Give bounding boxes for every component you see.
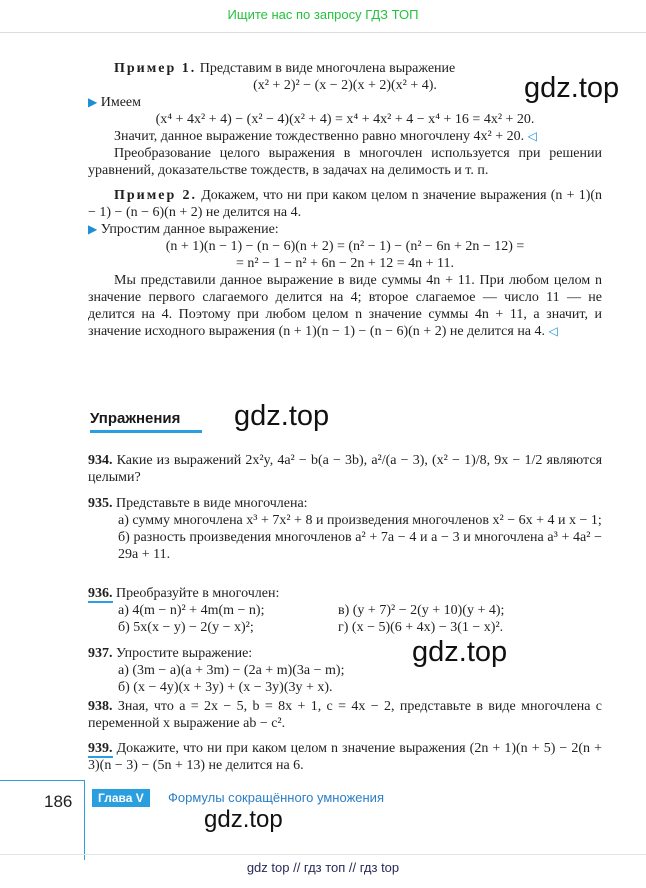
- exercise-936-c: в) (y + 7)² − 2(y + 10)(y + 4);: [338, 603, 505, 618]
- exercise-937-a: а) (3m − a)(a + 3m) − (2a + m)(3a − m);: [118, 663, 345, 678]
- page-number: 186: [44, 792, 73, 811]
- top-banner[interactable]: Ищите нас по запросу ГДЗ ТОП: [227, 7, 419, 22]
- example-2-line-2: = n² − 1 − n² + 6n − 2n + 12 = 4n + 11.: [235, 256, 455, 271]
- footer-rule: [84, 780, 85, 860]
- example-1-lead: ▶ Имеем: [88, 95, 141, 110]
- chapter-label: Глава V: [92, 789, 150, 807]
- exercise-939: 939. Докажите, что ни при каком целом n значение выражения (2n + 1)(n + 5) − 2(n + 3)(n − 3) − (5n + 13) не делится на 6.: [88, 741, 602, 773]
- watermark: gdz.top: [234, 400, 330, 432]
- section-underline: [90, 430, 202, 433]
- watermark: gdz.top: [412, 636, 508, 668]
- exercise-935-b: б) разность произведения многочленов a² + 7a − 4 и a − 3 и многочлена a³ + 4a² − 29a + 11.: [118, 530, 602, 562]
- paragraph-transform: Преобразование целого выражения в многочлен используется при решении уравнений, доказательстве тождеств, в задачах на делимость и т. п.: [88, 146, 602, 178]
- example-1-intro: Пример 1. Представим в виде многочлена выражение: [114, 61, 456, 76]
- footer-links[interactable]: gdz top // гдз топ // гдз top: [246, 860, 400, 875]
- exercise-935: 935. Представьте в виде многочлена: а) сумму многочлена x³ + 7x² + 8 и произведения многочленов x² − 6x + 4 и x − 1; б) разность произведения многочленов a² + 7a − 4 и a − 3 и многочлена a³ + 4a² − 29a + 11.: [88, 496, 602, 562]
- exercise-936-b: б) 5x(x − y) − 2(y − x)²;: [118, 620, 254, 635]
- example-2-line-1: (n + 1)(n − 1) − (n − 6)(n + 2) = (n² − 1) − (n² − 6n + 2n − 12) =: [165, 239, 525, 254]
- example-1-calculation: (x⁴ + 4x² + 4) − (x² − 4)(x² + 4) = x⁴ + 4x² + 4 − x⁴ + 16 = 4x² + 20.: [155, 112, 535, 127]
- example-2-lead: ▶ Упростим данное выражение:: [88, 222, 279, 237]
- example-2-conclusion: Мы представили данное выражение в виде суммы 4n + 11. При любом целом n значение первого слагаемого делится на 4; второе слагаемое — число 11 — не делится на 4. Поэтому при любом целом n значение суммы 4n + 11, а значит, и значение исходного выражения (n + 1)(n − 1) − (n − 6)(n + 2) не делится на 4. ◁: [88, 273, 602, 339]
- watermark: gdz.top: [524, 72, 620, 104]
- triangle-marker-icon: ▶: [88, 95, 98, 109]
- footer-rule: [0, 780, 84, 781]
- exercise-937: 937. Упростите выражение: а) (3m − a)(a + 3m) − (2a + m)(3a − m); б) (x − 4y)(x + 3y) + (x − 3y)(3y + x).: [88, 645, 602, 696]
- example-2-intro: Пример 2. Докажем, что ни при каком целом n значение выражения (n + 1)(n − 1) − (n − 6)(n + 2) не делится на 4.: [88, 188, 603, 220]
- divider: [0, 854, 646, 855]
- exercise-936: 936. Преобразуйте в многочлен: а) 4(m − n)² + 4m(m − n); в) (y + 7)² − 2(y + 10)(y + 4); б) 5x(x − y) − 2(y − x)²; г) (x − 5)(6 + 4x) − 3(1 − x)².: [88, 586, 505, 635]
- exercise-936-a: а) 4(m − n)² + 4m(m − n);: [118, 603, 265, 618]
- triangle-marker-icon: ▶: [88, 222, 98, 236]
- example-1-expression: (x² + 2)² − (x − 2)(x + 2)(x² + 4).: [253, 78, 437, 93]
- exercise-938: 938. Зная, что a = 2x − 5, b = 8x + 1, c = 4x − 2, представьте в виде многочлена с переменной x выражение ab − c².: [88, 699, 603, 731]
- example-1-conclusion: Значит, данное выражение тождественно равно многочлену 4x² + 20. ◁: [114, 129, 537, 144]
- end-marker-icon: ◁: [548, 324, 558, 338]
- exercise-937-b: б) (x − 4y)(x + 3y) + (x − 3y)(3y + x).: [118, 680, 333, 695]
- section-title: Упражнения: [90, 410, 181, 427]
- chapter-title: Формулы сокращённого умножения: [168, 790, 384, 805]
- exercise-936-d: г) (x − 5)(6 + 4x) − 3(1 − x)².: [338, 620, 504, 635]
- watermark: gdz.top: [204, 806, 283, 833]
- exercise-935-a: а) сумму многочлена x³ + 7x² + 8 и произведения многочленов x² − 6x + 4 и x − 1;: [118, 513, 602, 528]
- exercise-934: 934. Какие из выражений 2x²y, 4a² − b(a − 3b), a²/(a − 3), (x² − 1)/8, 9x − 1/2 являются целыми?: [88, 453, 603, 485]
- end-marker-icon: ◁: [527, 129, 537, 143]
- divider: [0, 32, 646, 33]
